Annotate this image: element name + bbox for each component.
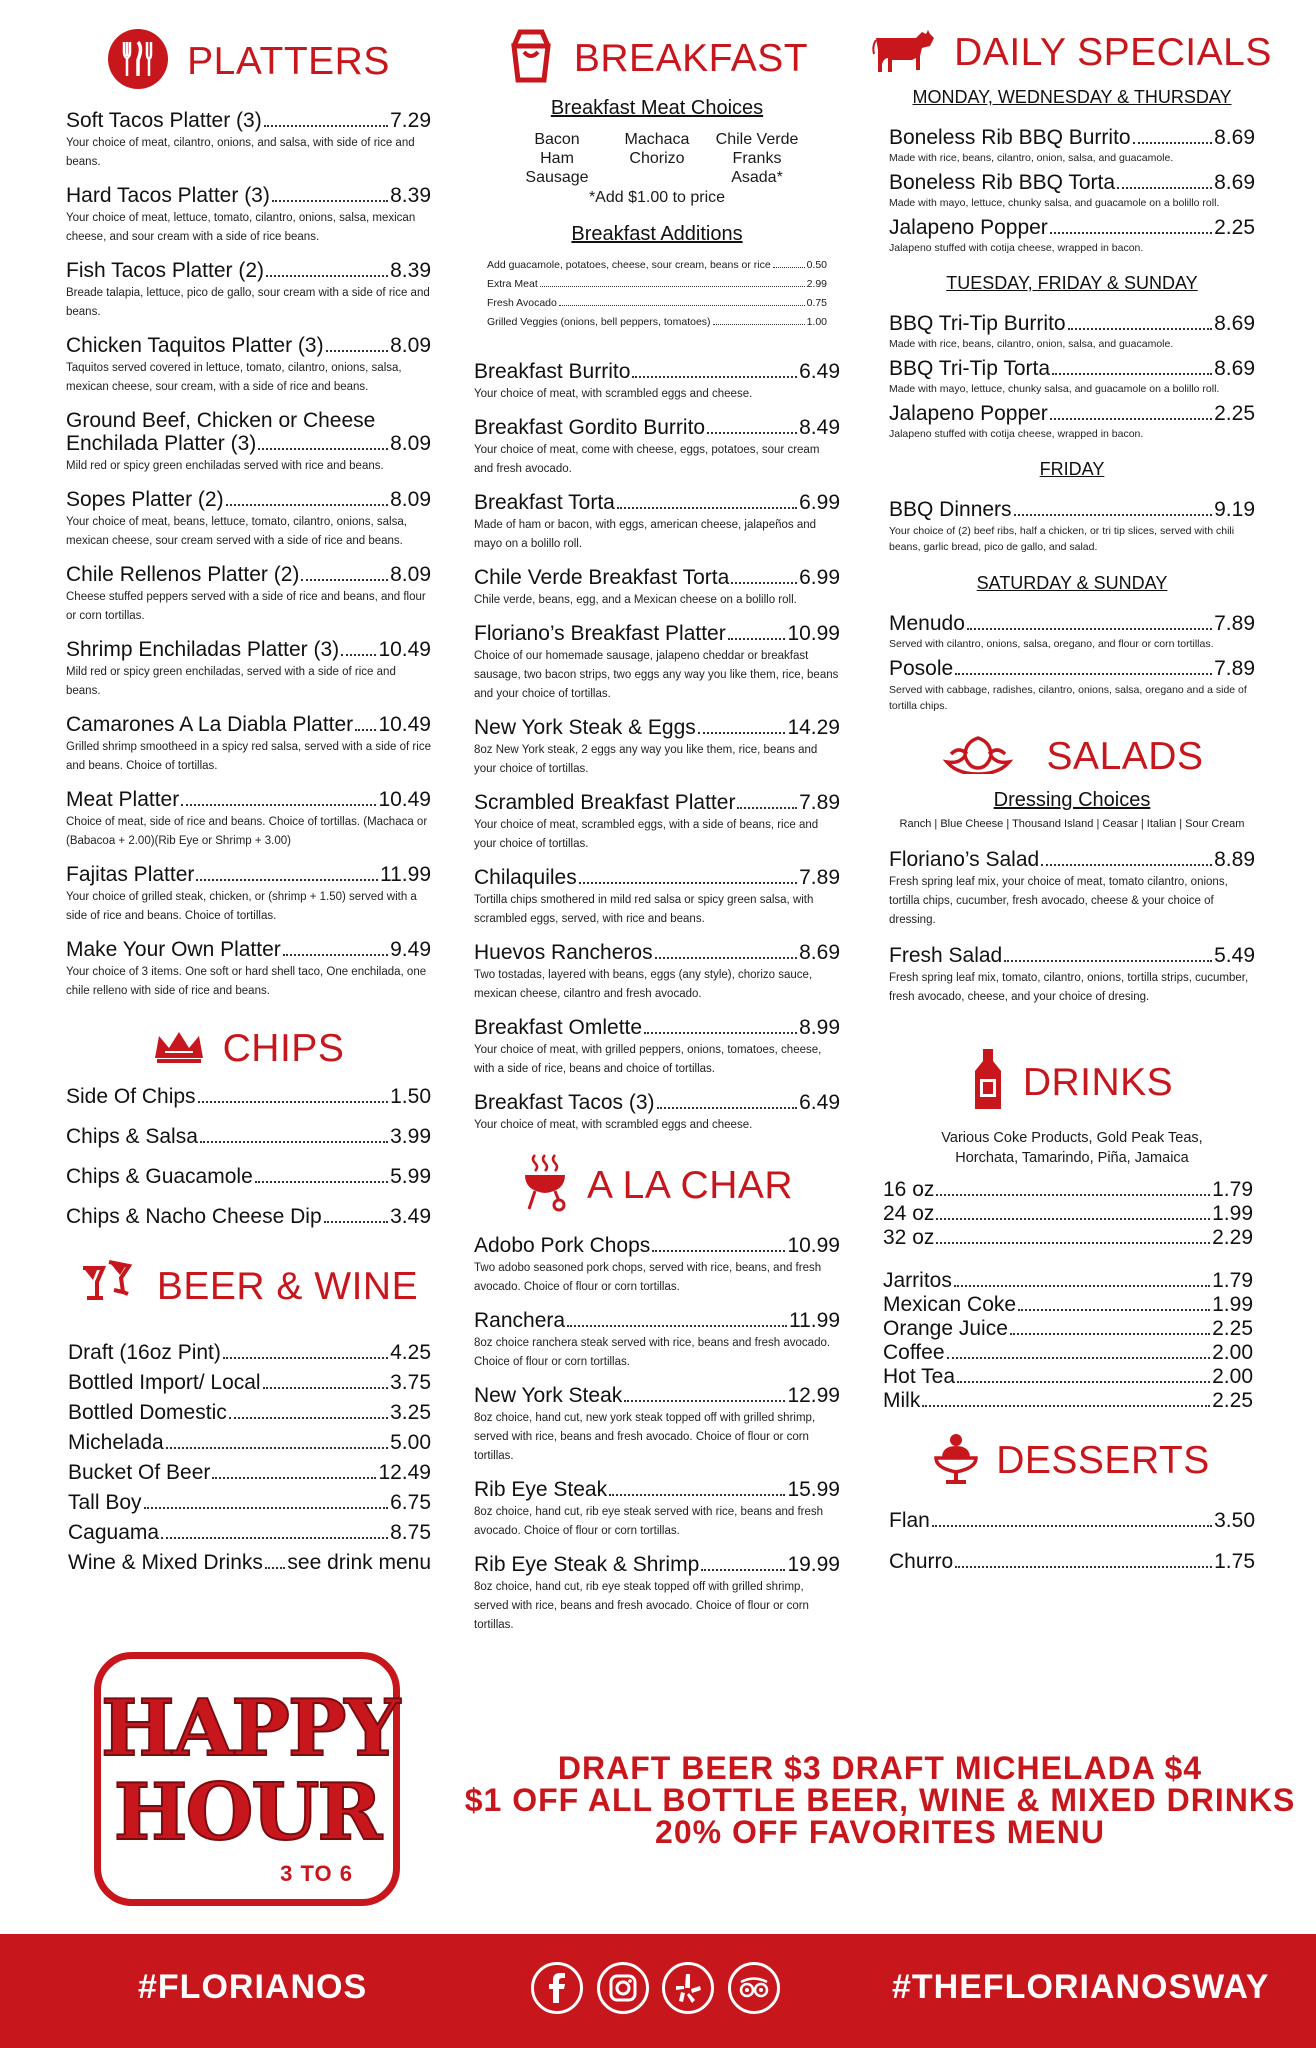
- menu-item: Meat Platter 10.49 Choice of meat, side of rice and beans. Choice of tortillas. (Machaca or (Babacoa + 2.00)(Rib Eye or Shrimp + 3.00): [66, 788, 431, 847]
- menu-item: Chile Verde Breakfast Torta 6.99 Chile verde, beans, egg, and a Mexican cheese on a bolillo roll.: [474, 566, 840, 606]
- beer-header: [66, 1258, 431, 1315]
- menu-item: Breakfast Omlette 8.99 Your choice of meat, with grilled peppers, onions, tomatoes, cheese, with a side of rice, beans and choice of tortillas.: [474, 1016, 840, 1075]
- menu-item: Coffee 2.00: [883, 1341, 1253, 1364]
- menu-item: Orange Juice 2.25: [883, 1317, 1253, 1340]
- menu-item: Adobo Pork Chops 10.99 Two adobo seasoned pork chops, served with rice, beans, and fresh avocado. Choice of flour or corn tortillas.: [474, 1234, 840, 1293]
- desserts-header: [889, 1430, 1255, 1491]
- menu-item: 32 oz 2.29: [883, 1226, 1253, 1249]
- menu-item: Michelada 5.00: [68, 1431, 431, 1454]
- menu-item: Posole 7.89 Served with cabbage, radishes, cilantro, onions, salsa, oregano and a side of tortilla chips.: [889, 657, 1255, 712]
- takeout-box-icon: [506, 28, 556, 89]
- beer-title: BEER & WINE: [156, 1264, 419, 1308]
- menu-item: Boneless Rib BBQ Burrito 8.69 Made with rice, beans, cilantro, onion, salsa, and guacamole.: [889, 126, 1255, 164]
- grill-icon: [521, 1153, 569, 1218]
- drinks-list: [883, 1269, 1253, 1412]
- menu-item: Menudo 7.89 Served with cilantro, onions, salsa, oregano, and flour or corn tortillas.: [889, 612, 1255, 650]
- menu-item: Jarritos 1.79: [883, 1269, 1253, 1292]
- salads-list: [889, 848, 1255, 1007]
- chips-header: [66, 1027, 431, 1071]
- menu-item: BBQ Tri-Tip Torta 8.69 Made with mayo, lettuce, chunky salsa, and guacamole on a bolillo roll.: [889, 357, 1255, 395]
- menu-item: Make Your Own Platter 9.49 Your choice of 3 items. One soft or hard shell taco, One enchilada, one chile relleno with side of rice and beans.: [66, 938, 431, 997]
- menu-item: Shrimp Enchiladas Platter (3) 10.49 Mild red or spicy green enchiladas, served with a side of rice and beans.: [66, 638, 431, 697]
- menu-item: Churro 1.75: [889, 1550, 1255, 1573]
- specials-group-heading: SATURDAY & SUNDAY: [976, 573, 1168, 593]
- tripadvisor-icon[interactable]: [728, 1962, 780, 2014]
- menu-item: Fresh Salad 5.49 Fresh spring leaf mix, tomato, cilantro, onions, tortilla strips, cucumber, fresh avocado, cheese, and your choice of dresing.: [889, 944, 1255, 1003]
- menu-item: Fish Tacos Platter (2) 8.39 Breade talapia, lettuce, pico de gallo, sour cream with a side of rice and beans.: [66, 259, 431, 318]
- meat-choice: Chorizo: [629, 150, 685, 167]
- hashtag-right[interactable]: #THEFLORIANOSWAY: [892, 1968, 1270, 2006]
- drink-sizes: [883, 1178, 1253, 1249]
- column-middle: [474, 28, 840, 1647]
- menu-item: Sopes Platter (2) 8.09 Your choice of meat, beans, lettuce, tomato, cilantro, onions, salsa, mexican cheese, sour cream served with a side of rice and beans.: [66, 488, 431, 547]
- meat-note: *Add $1.00 to price: [588, 189, 726, 206]
- instagram-icon[interactable]: [597, 1962, 649, 2014]
- hashtag-left[interactable]: #FLORIANOS: [138, 1968, 368, 2006]
- platters-header: [66, 28, 431, 95]
- char-list: [474, 1234, 840, 1635]
- menu-item: Huevos Rancheros 8.69 Two tostadas, layered with beans, eggs (any style), chorizo sauce, mexican cheese, cilantro and fresh avocado.: [474, 941, 840, 1000]
- meat-choice: Asada*: [731, 169, 783, 186]
- menu-item: Chilaquiles 7.89 Tortilla chips smothered in mild red salsa or spicy green salsa, with scrambled eggs, served, with rice and beans.: [474, 866, 840, 925]
- menu-item: Breakfast Gordito Burrito 8.49 Your choice of meat, come with cheese, eggs, potatoes, sour cream and fresh avocado.: [474, 416, 840, 475]
- menu-item: Soft Tacos Platter (3) 7.29 Your choice of meat, cilantro, onions, and salsa, with side of rice and beans.: [66, 109, 431, 168]
- menu-item: Floriano’s Breakfast Platter 10.99 Choice of our homemade sausage, jalapeno cheddar or breakfast sausage, two bacon strips, two eggs any way you like them, rice, beans and your choice of tortillas.: [474, 622, 840, 700]
- meat-choice: Chile Verde: [715, 131, 799, 148]
- menu-item: Flan 3.50: [889, 1509, 1255, 1532]
- menu-item: Wine & Mixed Drinks see drink menu: [68, 1551, 431, 1574]
- menu-item: Hard Tacos Platter (3) 8.39 Your choice of meat, lettuce, tomato, cilantro, onions, salsa, mexican cheese, and sour cream with a side of rice beans.: [66, 184, 431, 243]
- breakfast-list: [474, 360, 840, 1135]
- menu-item: Side Of Chips 1.50: [66, 1085, 431, 1108]
- menu-item: Jalapeno Popper 2.25 Jalapeno stuffed with cotija cheese, wrapped in bacon.: [889, 216, 1255, 254]
- menu-item: Rib Eye Steak 15.99 8oz choice, hand cut, rib eye steak served with rice, beans and fresh avocado. Choice of flour or corn tortillas.: [474, 1478, 840, 1537]
- happy-hour-time: 3 TO 6: [280, 1861, 353, 1886]
- menu-item: Boneless Rib BBQ Torta 8.69 Made with mayo, lettuce, chunky salsa, and guacamole on a bolillo roll.: [889, 171, 1255, 209]
- specials-title: DAILY SPECIALS: [954, 30, 1272, 74]
- happy-hour-promo: [440, 1752, 1316, 1848]
- bottle-icon: [971, 1047, 1005, 1118]
- sundae-icon: [934, 1430, 978, 1491]
- yelp-icon[interactable]: [662, 1962, 714, 2014]
- drinks-header: [889, 1047, 1255, 1118]
- chips-title: CHIPS: [222, 1027, 345, 1070]
- meat-choice: Bacon: [534, 131, 580, 148]
- menu-item: Chips & Nacho Cheese Dip 3.49: [66, 1205, 431, 1228]
- menu-item: Camarones A La Diabla Platter 10.49 Grilled shrimp smootheed in a spicy red salsa, served with a side of rice and beans. Choice of tortillas.: [66, 713, 431, 772]
- promo-line: 20% OFF FAVORITES MENU: [655, 1814, 1105, 1850]
- menu-item: 24 oz 1.99: [883, 1202, 1253, 1225]
- meat-choice: Sausage: [525, 169, 589, 186]
- menu-item: Bottled Domestic 3.25: [68, 1401, 431, 1424]
- menu-item: Tall Boy 6.75: [68, 1491, 431, 1514]
- menu-item: Caguama 8.75: [68, 1521, 431, 1544]
- dressing-heading: Dressing Choices: [993, 789, 1151, 811]
- menu-item: Fajitas Platter 11.99 Your choice of grilled steak, chicken, or (shrimp + 1.50) served with a side of rice and beans. Choice of tortillas.: [66, 863, 431, 922]
- utensils-icon: [107, 28, 169, 95]
- specials-group: [889, 498, 1255, 555]
- menu-item: Breakfast Torta 6.99 Made of ham or bacon, with eggs, american cheese, jalapeños and mayo on a bolillo roll.: [474, 491, 840, 550]
- specials-group: [889, 126, 1255, 255]
- meat-choices-heading: Breakfast Meat Choices: [550, 97, 764, 119]
- specials-header: [889, 28, 1272, 77]
- menu-item: Chile Rellenos Platter (2) 8.09 Cheese stuffed peppers served with a side of rice and beans, and flour or corn tortillas.: [66, 563, 431, 622]
- menu-item: Ranchera 11.99 8oz choice ranchera steak served with rice, beans and fresh avocado. Choice of flour or corn tortillas.: [474, 1309, 840, 1368]
- menu-item: Chips & Salsa 3.99: [66, 1125, 431, 1148]
- meat-choice: [607, 168, 707, 187]
- addition-item: Extra Meat 2.99: [487, 278, 827, 290]
- chips-list: [66, 1085, 431, 1228]
- breakfast-title: BREAKFAST: [573, 36, 809, 80]
- addition-item: Fresh Avocado 0.75: [487, 297, 827, 309]
- menu-item: Bucket Of Beer 12.49: [68, 1461, 431, 1484]
- menu-item: 16 oz 1.79: [883, 1178, 1253, 1201]
- desserts-list: [889, 1509, 1255, 1573]
- menu-item: Mexican Coke 1.99: [883, 1293, 1253, 1316]
- menu-item: Draft (16oz Pint) 4.25: [68, 1341, 431, 1364]
- wine-glasses-icon: [79, 1258, 139, 1315]
- column-left: [66, 28, 431, 1581]
- meat-choices: [507, 130, 807, 187]
- salads-header: [889, 734, 1255, 779]
- column-right: [883, 28, 1272, 1585]
- hour-word: HOUR: [113, 1767, 381, 1858]
- meat-choice: Machaca: [624, 131, 690, 148]
- salads-title: SALADS: [1046, 734, 1204, 778]
- char-header: [474, 1153, 840, 1218]
- additions-list: [487, 256, 827, 332]
- desserts-title: DESSERTS: [996, 1438, 1210, 1482]
- promo-line: DRAFT BEER $3 DRAFT MICHELADA $4: [557, 1750, 1203, 1786]
- addition-item: Add guacamole, potatoes, cheese, sour cream, beans or rice 0.50: [487, 259, 827, 271]
- additions-heading: Breakfast Additions: [571, 223, 743, 245]
- lettuce-icon: [941, 734, 1015, 779]
- menu-item: Chicken Taquitos Platter (3) 8.09 Taquitos served covered in lettuce, tomato, cilantro, onions, salsa, mexican cheese, sour cream, with a side of rice and beans.: [66, 334, 431, 393]
- footer-bar: [0, 1934, 1316, 2048]
- menu-item: Floriano’s Salad 8.89 Fresh spring leaf mix, your choice of meat, tomato cilantro, onions, tortilla chips, cucumber, fresh avocado, cheese & your choice of dressing.: [889, 848, 1255, 926]
- menu-item: Ground Beef, Chicken or Cheese Enchilada Platter (3) 8.09 Mild red or spicy green enchiladas served with rice and beans.: [66, 409, 431, 472]
- dressing-choices: Ranch | Blue Cheese | Thousand Island | Ceasar | Italian | Sour Cream: [899, 818, 1245, 830]
- menu-item: New York Steak 12.99 8oz choice, hand cut, new york steak topped off with grilled shrimp, served with rice, beans and fresh avocado. Choice of flour or corn tortillas.: [474, 1384, 840, 1462]
- menu-item: BBQ Tri-Tip Burrito 8.69 Made with rice, beans, cilantro, onion, salsa, and guacamole.: [889, 312, 1255, 350]
- menu-item: Jalapeno Popper 2.25 Jalapeno stuffed with cotija cheese, wrapped in bacon.: [889, 402, 1255, 440]
- happy-hour-badge: [94, 1652, 400, 1906]
- specials-group-heading: FRIDAY: [1039, 459, 1105, 479]
- menu-item: Bottled Import/ Local 3.75: [68, 1371, 431, 1394]
- menu-item: BBQ Dinners 9.19 Your choice of (2) beef ribs, half a chicken, or tri tip slices, served with chili beans, garlic bread, pico de gallo, and salad.: [889, 498, 1255, 553]
- promo-line: $1 OFF ALL BOTTLE BEER, WINE & MIXED DRINKS: [464, 1782, 1296, 1818]
- menu-item: Breakfast Tacos (3) 6.49 Your choice of meat, with scrambled eggs and cheese.: [474, 1091, 840, 1131]
- cow-icon: [872, 28, 936, 77]
- specials-group: [889, 312, 1255, 441]
- menu-item: New York Steak & Eggs 14.29 8oz New York steak, 2 eggs any way you like them, rice, beans and your choice of tortillas.: [474, 716, 840, 775]
- platters-title: PLATTERS: [187, 39, 390, 83]
- menu-item: Milk 2.25: [883, 1389, 1253, 1412]
- menu-item: Chips & Guacamole 5.99: [66, 1165, 431, 1188]
- menu-item: Hot Tea 2.00: [883, 1365, 1253, 1388]
- breakfast-header: [474, 28, 840, 89]
- menu-item: Scrambled Breakfast Platter 7.89 Your choice of meat, scrambled eggs, with a side of beans, rice and your choice of tortillas.: [474, 791, 840, 850]
- facebook-icon[interactable]: [531, 1962, 583, 2014]
- specials-group-heading: TUESDAY, FRIDAY & SUNDAY: [946, 273, 1198, 293]
- meat-choice: Ham: [540, 150, 574, 167]
- crown-icon: [153, 1030, 205, 1069]
- happy-word: HAPPY: [101, 1683, 399, 1774]
- specials-group-heading: MONDAY, WEDNESDAY & THURSDAY: [912, 87, 1232, 107]
- meat-choice: Franks: [732, 150, 782, 167]
- specials-group: [889, 612, 1255, 714]
- addition-item: Grilled Veggies (onions, bell peppers, tomatoes) 1.00: [487, 316, 827, 328]
- menu-item: Breakfast Burrito 6.49 Your choice of meat, with scrambled eggs and cheese.: [474, 360, 840, 400]
- platters-list: [66, 109, 431, 1001]
- beer-list: [66, 1341, 431, 1574]
- drinks-title: DRINKS: [1022, 1060, 1174, 1104]
- char-title: A LA CHAR: [586, 1163, 794, 1207]
- drinks-note: Various Coke Products, Gold Peak Teas, Horchata, Tamarindo, Piña, Jamaica: [941, 1130, 1203, 1166]
- menu-item: Rib Eye Steak & Shrimp 19.99 8oz choice, hand cut, rib eye steak topped off with grilled shrimp, served with rice, beans and fresh avocado. Choice of flour or corn tortillas.: [474, 1553, 840, 1631]
